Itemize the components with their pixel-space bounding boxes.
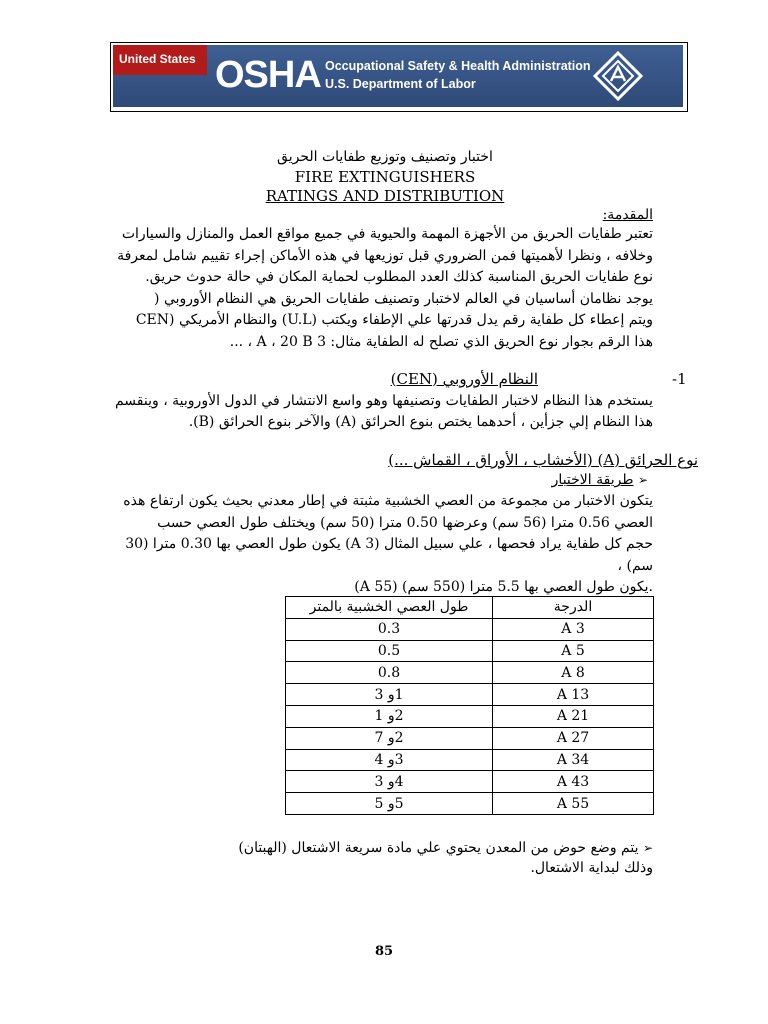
table-row: [286, 640, 654, 662]
rating-table: [285, 596, 654, 815]
section-line: هذا النظام إلي جزأين ، أحدهما يختص بنوع الحرائق (A) والآخر بنوع الحرائق (B).: [188, 414, 653, 430]
table-row: [286, 684, 654, 706]
column-header-stick-length: طول العصي الخشبية بالمتر: [286, 597, 493, 619]
country-badge: [113, 45, 207, 75]
english-title-line-1: FIRE EXTINGUISHERS: [294, 168, 476, 186]
intro-paragraph: [113, 224, 653, 353]
agency-name: [325, 57, 591, 93]
agency-line-2: U.S. Department of Labor: [325, 77, 476, 91]
section-heading: النظام الأوروبي (CEN): [390, 370, 538, 388]
cell-rating: A 8: [493, 662, 654, 684]
table-row: [286, 662, 654, 684]
bullet-line-1: [238, 838, 653, 858]
cell-rating: A 13: [493, 684, 654, 706]
arrow-bullet-icon: ➢: [642, 841, 653, 855]
country-label: United States: [119, 52, 196, 66]
cell-rating: A 27: [493, 727, 654, 749]
osha-logo-icon: [593, 51, 643, 101]
section-line: يستخدم هذا النظام لاختبار الطفايات وتصنيفها وهو واسع الانتشار في الدول الأوروبية ، وينقسم: [114, 393, 653, 409]
agency-line-1: Occupational Safety & Health Administration: [325, 59, 591, 73]
table-row: [286, 793, 654, 815]
method-line: حجم كل طفاية يراد فحصها ، علي سبيل المثال (A 3) يكون طول العصي بها 0.30 مترا (30: [125, 536, 653, 552]
cell-length: 4و 3: [286, 771, 493, 793]
cell-rating: A 5: [493, 640, 654, 662]
osha-wordmark: OSHA: [215, 54, 321, 96]
page-number: 85: [374, 944, 394, 959]
cell-length: 0.3: [286, 618, 493, 640]
english-title-line-2: RATINGS AND DISTRIBUTION: [265, 187, 505, 205]
cell-rating: A 55: [493, 793, 654, 815]
method-line: (A 55) يكون طول العصي بها 5.5 مترا (550 سم).: [354, 579, 653, 595]
intro-line: يوجد نظامان أساسيان في العالم لاختبار وتصنيف طفايات الحريق هي النظام الأوروبي (: [154, 290, 653, 307]
cell-length: 2و 1: [286, 705, 493, 727]
table-row: [286, 749, 654, 771]
intro-line: نوع طفايات الحريق المناسبة كذلك العدد المطلوب لحماية المكان في حالة حدوث حريق.: [145, 269, 653, 285]
table-row: [286, 618, 654, 640]
bullet-text: يتم وضع حوض من المعدن يحتوي علي مادة سريعة الاشتعال (الهبتان): [238, 840, 639, 856]
intro-line: هذا الرقم بجوار نوع الحريق الذي تصلح له الطفاية مثال: A ، 20 B 3 ، ...: [229, 333, 653, 350]
cell-rating: A 21: [493, 705, 654, 727]
test-method-bullet: [552, 472, 648, 488]
cell-rating: A 34: [493, 749, 654, 771]
method-line: العصي 0.56 مترا (56 سم) وعرضها 0.50 مترا (50 سم) ويختلف طول العصي حسب: [157, 514, 653, 531]
arrow-bullet-icon: ➢: [637, 473, 648, 487]
cell-length: 1و 3: [286, 684, 493, 706]
table-header-row: [286, 597, 654, 619]
intro-line: CEN) والنظام الأمريكي (U.L) ويتم إعطاء كل طفاية رقم يدل قدرتها علي الإطفاء ويكتب: [135, 312, 653, 328]
cell-length: 5و 5: [286, 793, 493, 815]
cell-length: 2و 7: [286, 727, 493, 749]
cell-length: 0.5: [286, 640, 493, 662]
method-line: يتكون الاختبار من مجموعة من العصي الخشبية مثبتة في إطار معدني بحيث يكون ارتفاع هذه: [123, 493, 653, 509]
cell-length: 0.8: [286, 662, 493, 684]
cell-rating: A 3: [493, 618, 654, 640]
cell-rating: A 43: [493, 771, 654, 793]
intro-line: وخلافه ، ونظرا لأهميتها فمن الضروري قبل توزيعها في هذه الأماكن إجراء تقييم شامل لمعرفة: [117, 247, 653, 264]
column-header-rating: الدرجة: [493, 597, 654, 619]
test-method-paragraph: [83, 491, 653, 599]
test-method-label: طريقة الاختبار: [551, 472, 634, 488]
intro-line: تعتبر طفايات الحريق من الأجهزة المهمة والحيوية في جميع مواقع العمل والمنازل والسيارات: [121, 226, 653, 242]
arabic-title: اختبار وتصنيف وتوزيع طفايات الحريق: [277, 149, 493, 165]
method-line: سم) ،: [617, 557, 653, 574]
cell-length: 3و 4: [286, 749, 493, 771]
intro-label: المقدمة:: [602, 207, 653, 223]
bullet-line-2: وذلك لبداية الاشتعال.: [530, 860, 653, 876]
section-paragraph: [113, 391, 653, 433]
table-row: [286, 705, 654, 727]
osha-banner: [113, 45, 683, 107]
section-number: -1: [672, 370, 687, 388]
table-row: [286, 771, 654, 793]
fire-type-heading: نوع الحرائق (A) (الأخشاب ، الأوراق ، القماش ...): [388, 451, 698, 469]
table-row: [286, 727, 654, 749]
ignition-bullet: [238, 838, 653, 878]
